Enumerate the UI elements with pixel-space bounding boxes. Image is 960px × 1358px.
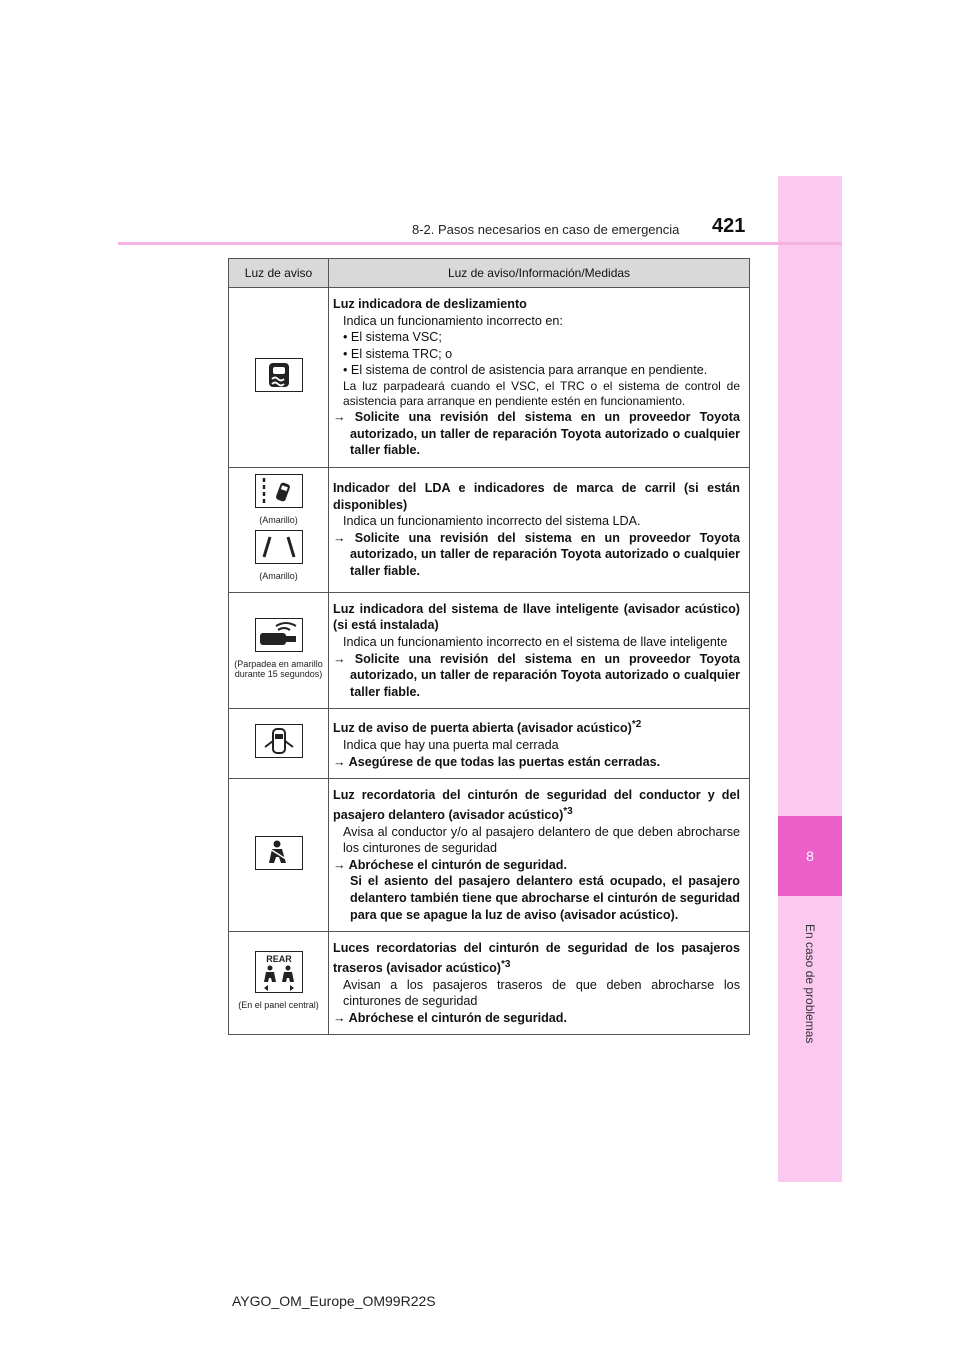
rear-label: REAR <box>265 954 292 965</box>
icon-cell <box>229 709 329 779</box>
header-rule <box>118 242 842 245</box>
row-intro: Avisa al conductor y/o al pasajero delantero de que deben abrocharse los cinturones de seguridad <box>343 824 740 856</box>
open-door-icon <box>255 724 303 758</box>
lane-marker-icon <box>255 530 303 564</box>
icon-cell <box>229 592 329 709</box>
footnote-ref: *3 <box>501 958 511 970</box>
row-action: → Solicite una revisión del sistema en un proveedor Toyota autorizado, un taller de reparación Toyota autorizado o cualquier taller fiable. <box>333 409 740 458</box>
icon-cell <box>229 932 329 1035</box>
list-item: • El sistema VSC; <box>343 330 442 345</box>
side-tab-top <box>778 176 842 816</box>
table-row <box>229 709 750 779</box>
icon-caption: (Amarillo) <box>259 514 298 525</box>
row-title: Indicador del LDA e indicadores de marca de carril (si están disponibles) <box>333 480 740 512</box>
icon-cell <box>229 779 329 932</box>
col-header-light: Luz de aviso <box>229 259 329 288</box>
table-header-row <box>229 259 750 288</box>
seatbelt-icon <box>255 836 303 870</box>
row-intro: Avisan a los pasajeros traseros de que deben abrocharse los cinturones de seguridad <box>343 977 740 1009</box>
icon-cell <box>229 467 329 592</box>
icon-caption: (Amarillo) <box>259 570 298 581</box>
info-cell <box>329 467 750 592</box>
footnote-ref: *2 <box>631 719 642 731</box>
chapter-label-tab <box>778 896 842 1182</box>
row-action-continued: Si el asiento del pasajero delantero está ocupado, el pasajero delantero también tiene que abrocharse el cinturón de seguridad para que se apague la luz de aviso (avisador acústico). <box>350 874 740 922</box>
table-row <box>229 467 750 592</box>
section-title: 8-2. Pasos necesarios en caso de emergencia <box>412 222 680 237</box>
row-intro: Indica un funcionamiento incorrecto en el sistema de llave inteligente <box>343 634 728 649</box>
warning-light-table <box>228 258 750 1035</box>
row-intro: Indica un funcionamiento incorrecto del sistema LDA. <box>343 514 641 529</box>
row-action: → Asegúrese de que todas las puertas están cerradas. <box>333 754 661 769</box>
row-note: La luz parpadeará cuando el VSC, el TRC o el sistema de control de asistencia para arranque en pendiente estén en funcionamiento. <box>343 378 740 408</box>
info-cell <box>329 779 750 932</box>
row-title: Luz recordatoria del cinturón de seguridad del conductor y del pasajero delantero (avisador acústico)$^{*3}$ <box>333 788 740 823</box>
row-action: → Solicite una revisión del sistema en un proveedor Toyota autorizado, un taller de reparación Toyota autorizado o cualquier taller fiable. <box>333 651 740 699</box>
icon-caption: (Parpadea en amarillo durante 15 segundos) <box>234 658 323 679</box>
info-cell <box>329 592 750 709</box>
slip-indicator-icon <box>255 358 303 392</box>
icon-caption: (En el panel central) <box>238 1000 319 1011</box>
row-title: Luz indicadora de deslizamiento <box>333 297 527 311</box>
row-intro: Indica un funcionamiento incorrecto en: <box>343 313 563 328</box>
row-intro: Indica que hay una puerta mal cerrada <box>343 738 559 753</box>
chapter-label: En caso de problemas <box>803 924 817 1044</box>
info-cell <box>329 288 750 468</box>
table-row <box>229 592 750 709</box>
row-title: Luz indicadora del sistema de llave inteligente (avisador acústico) (si está instalada) <box>333 601 740 633</box>
rear-seatbelt-icon <box>255 951 303 993</box>
col-header-info: Luz de aviso/Información/Medidas <box>329 259 750 288</box>
info-cell <box>329 709 750 779</box>
page-number: 421 <box>712 215 746 237</box>
lda-lane-icon <box>255 474 303 508</box>
list-item: • El sistema de control de asistencia para arranque en pendiente. <box>343 363 708 378</box>
row-title: Luces recordatorias del cinturón de seguridad de los pasajeros traseros (avisador acústico)$^{*3}$ <box>333 941 740 975</box>
row-action: → Abróchese el cinturón de seguridad. <box>333 1010 567 1025</box>
footnote-ref: *3 <box>563 805 573 817</box>
chapter-number-tab: 8 <box>778 816 842 896</box>
row-action: → Solicite una revisión del sistema en un proveedor Toyota autorizado, un taller de reparación Toyota autorizado o cualquier taller fiable. <box>333 530 740 578</box>
table-row <box>229 932 750 1035</box>
footer-doc-id: AYGO_OM_Europe_OM99R22S <box>232 1293 436 1309</box>
table-row <box>229 779 750 932</box>
info-cell <box>329 932 750 1035</box>
table-row <box>229 288 750 468</box>
smart-key-icon <box>255 618 303 652</box>
row-title: Luz de aviso de puerta abierta (avisador acústico)$^{*2}$ <box>333 719 642 736</box>
row-action: → Abróchese el cinturón de seguridad. <box>333 857 567 872</box>
list-item: • El sistema TRC; o <box>343 346 453 361</box>
icon-cell <box>229 288 329 468</box>
